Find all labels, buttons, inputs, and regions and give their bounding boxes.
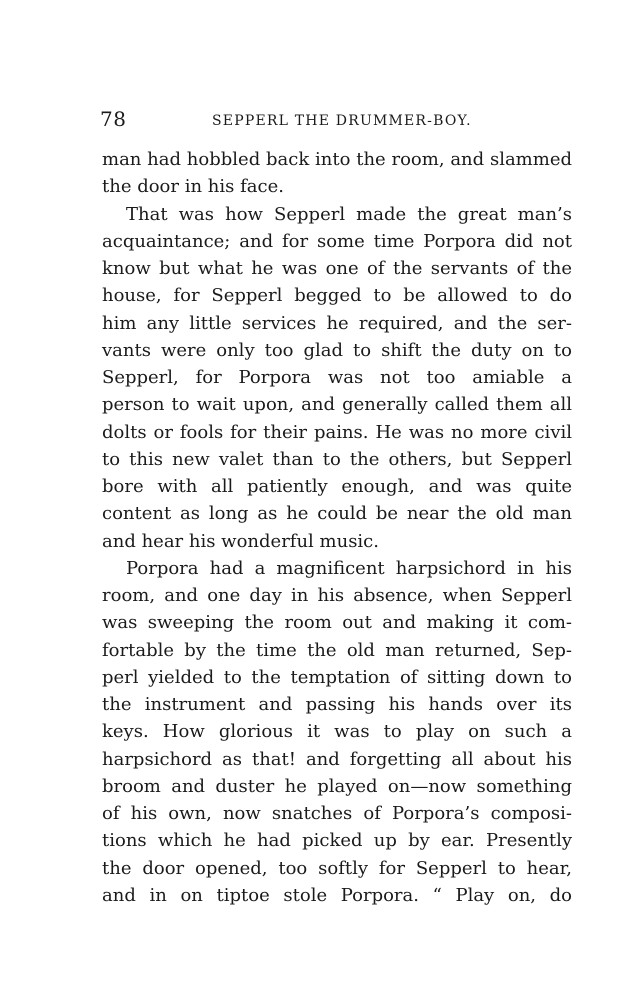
- text-line: person to wait upon, and generally called them all: [102, 394, 572, 416]
- text-line: and in on tiptoe stole Porpora. “ Play on, do: [102, 884, 572, 906]
- text-line: was sweeping the room out and making it com-: [102, 612, 572, 634]
- text-line: man had hobbled back into the room, and slammed: [102, 149, 572, 170]
- text-line: room, and one day in his absence, when Sepperl: [102, 585, 572, 606]
- text-line: the door opened, too softly for Sepperl to hear,: [102, 857, 572, 879]
- text-line: Porpora had a magnificent harpsichord in his: [126, 557, 572, 579]
- text-line: bore with all patiently enough, and was quite: [102, 476, 572, 497]
- text-line: acquaintance; and for some time Porpora did not: [102, 230, 572, 252]
- text-line: fortable by the time the old man returned, Sep-: [102, 639, 572, 661]
- text-line: house, for Sepperl begged to be allowed to do: [102, 285, 572, 307]
- text-line: content as long as he could be near the old man: [102, 503, 572, 525]
- text-line: the instrument and passing his hands over its: [102, 694, 572, 715]
- body-text: [102, 146, 572, 909]
- text-line: to this new valet than to the others, but Sepperl: [102, 448, 572, 470]
- text-line: him any little services he required, and the ser-: [102, 312, 572, 334]
- text-line: broom and duster he played on—now something: [102, 775, 572, 797]
- running-head-title: SEPPERL THE DRUMMER-BOY.: [212, 113, 472, 129]
- text-line: dolts or fools for their pains. He was no more civil: [102, 421, 572, 443]
- text-line: That was how Sepperl made the great man’s: [126, 203, 572, 225]
- running-head: [100, 104, 572, 134]
- text-line: of his own, now snatches of Porpora’s composi-: [102, 803, 572, 824]
- text-line: tions which he had picked up by ear. Presently: [102, 830, 572, 852]
- text-line: Sepperl, for Porpora was not too amiable a: [102, 367, 572, 388]
- text-line: perl yielded to the temptation of sitting down to: [102, 666, 572, 688]
- text-line: keys. How glorious it was to play on such a: [102, 721, 572, 743]
- text-line: harpsichord as that! and forgetting all about his: [102, 748, 572, 770]
- page-number: 78: [100, 107, 127, 131]
- text-line: vants were only too glad to shift the duty on to: [102, 339, 572, 361]
- text-line: the door in his face.: [102, 176, 284, 198]
- text-line: know but what he was one of the servants of the: [102, 258, 572, 279]
- text-line: and hear his wonderful music.: [102, 530, 379, 552]
